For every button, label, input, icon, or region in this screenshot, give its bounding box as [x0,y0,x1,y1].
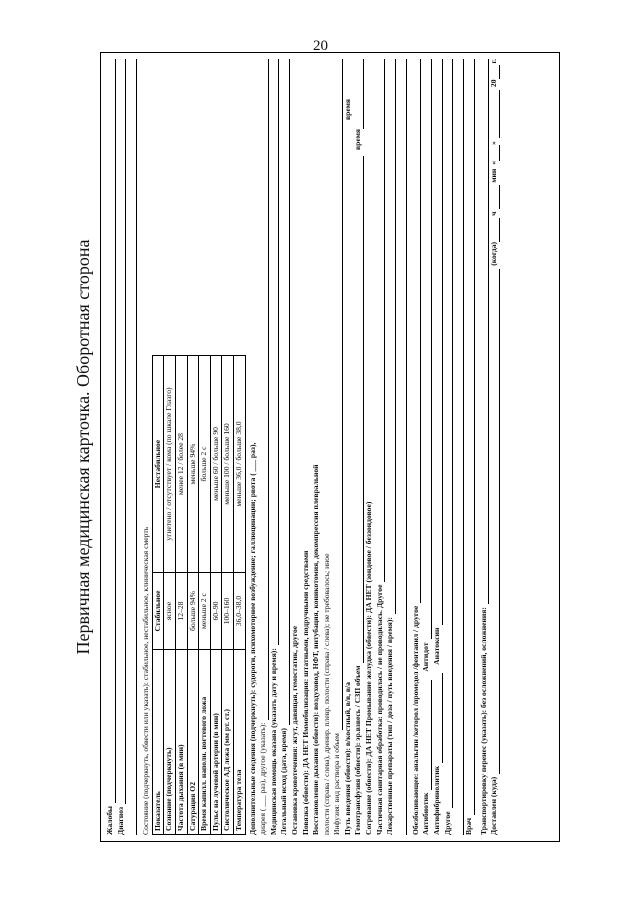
vitals-row [210,356,222,835]
hour-field[interactable] [490,218,500,242]
vitals-stable-value[interactable]: 12–28 [175,573,187,650]
card-frame [100,52,560,842]
additional-info-text[interactable]: Дополнительные сведения (подчеркнуть): судороги, психомоторное возбуждение; галлюцинации; рвота ( ___ раз), [247,442,257,835]
medical-help-label: Медицинская помощь оказана (указать дату и время): [268,648,278,835]
year-field[interactable] [490,66,500,80]
doctor-label: Врач [464,817,474,835]
diarrhea-row [258,59,269,835]
medical-help-field[interactable] [269,59,279,645]
diarrhea-text: диарея ( ___ раз), другое (указать): [258,722,268,835]
additional-info-row [248,59,259,835]
other-row [443,59,454,835]
year-prefix: 20 [489,79,499,88]
antidote-field[interactable] [422,59,432,639]
vitals-indicator: Систолическое АД лежа (мм рт. ст.) [222,650,234,835]
vitals-table [152,355,246,835]
bleeding-text[interactable]: Остановка кровотечения: жгут, давящая, гемостатик, другое [289,625,299,835]
minute-label: мин [489,168,499,183]
antitoxin-field[interactable] [433,59,443,625]
doctor-row [464,59,475,835]
month-field[interactable] [490,90,500,138]
antitoxin-label: Анатоксин [432,627,442,665]
vitals-unstable-value[interactable]: менее 12 / более 28 [175,356,187,573]
vitals-header-row [152,356,164,835]
hour-label: ч [489,211,499,216]
vitals-indicator: Время капилл. наполн. ногтевого ложа [199,650,211,835]
analgesia-field[interactable] [411,59,421,603]
delivered-when-label: (когда) [489,241,499,266]
transfusion-time-field[interactable] [354,59,364,129]
transfusion-row [353,59,364,835]
airway-cont-text[interactable]: полости (справа / слева), дренир. плевр. полости (справа / слева); не требовалось; иное [321,553,331,835]
analgesia-row [411,59,422,835]
antifibrinolytic-label: Антифибринолитик [432,765,442,835]
drugs-label: Лекарственные препараты (тип / доза / путь введения / время): [385,617,395,835]
rotated-form-sheet [72,52,562,842]
vitals-unstable-value[interactable]: меньше 60 / больше 90 [210,356,222,573]
transfusion-volume-field[interactable] [354,156,364,663]
infusion-label: Инфузия: вид раствора и объем [332,733,342,835]
vitals-indicator: Сатурация О2 [187,650,199,835]
vitals-stable-value[interactable]: ясное [164,573,176,650]
infusion-field[interactable] [333,59,343,730]
complaints-label: Жалобы [105,806,114,835]
delivered-where-field[interactable] [490,269,500,774]
state-row [141,59,152,835]
minute-field[interactable] [490,185,500,209]
antifibrinolytic-row [432,59,443,835]
page-number: 20 [313,38,328,54]
vitals-indicator: Частота дыхания (в мин) [175,650,187,835]
vitals-row [233,356,245,835]
warming-row [364,59,375,835]
diarrhea-other-field[interactable] [259,59,269,720]
diagnosis-label: Диагноз [115,806,125,835]
state-text: Состояние (подчеркнуть, обвести или указать): стабильное, нестабильное, клиническая смерть [141,526,151,835]
infusion-time-label: время [342,99,352,120]
vitals-unstable-value[interactable]: угнетено / отсутствует / кома (по шкале Глазго) [164,356,176,573]
vitals-unstable-value[interactable]: больше 2 с [199,356,211,573]
other-label: Другое [442,811,452,835]
vitals-header-indicator: Показатель [152,650,164,835]
vitals-row [164,356,176,835]
quote-open: « [489,160,499,165]
sanitation-text[interactable]: Частичная санитарная обработка: проводилась / не проводилась. Другое [374,584,384,835]
immobilization-row [301,59,312,835]
drugs-field[interactable] [386,59,396,614]
day-field[interactable] [490,145,500,161]
airway-cont-row [322,59,333,835]
vitals-indicator: Пульс на лучевой артерии (в мин) [210,650,222,835]
sanitation-other-field[interactable] [375,59,385,582]
vitals-unstable-value[interactable]: меньше 94% [187,356,199,573]
antibiotic-field[interactable] [422,680,432,790]
vitals-unstable-value[interactable]: меньше 36,0 / больше 38,0 [233,356,245,573]
drugs-extra-line[interactable] [396,59,407,835]
drugs-row [385,59,396,835]
vitals-stable-value[interactable]: больше 94% [187,573,199,650]
vitals-indicator: Температура тела [233,650,245,835]
quote-close: » [489,141,499,145]
infusion-route-text[interactable]: Путь введения (обвести): в/костный, в/в, в/а [342,682,352,835]
analgesia-text[interactable]: Обезболивающее: анальгин /кеторол /промедол /фентанил / другое [410,605,420,835]
infusion-row [332,59,343,835]
diagnosis-extra-line[interactable] [126,59,137,835]
antibiotic-label: Антибиотик [421,792,431,835]
transport-text[interactable]: Транспортировку перенес (указать): без осложнений, осложнения: [478,607,488,835]
doctor-field[interactable] [465,59,475,815]
transport-row [479,59,490,835]
complaints-row [105,59,116,835]
antifibrinolytic-field[interactable] [433,673,443,763]
vitals-unstable-value[interactable]: меньше 100 / больше 160 [222,356,234,573]
warming-text[interactable]: Согревание (обвести): ДА НЕТ Промывание желудка (обвести): ДА НЕТ (зондовое / беззондовое) [364,501,374,835]
other-field[interactable] [443,59,453,808]
lethal-outcome-field[interactable] [280,59,290,725]
vitals-row [175,356,187,835]
vitals-header-unstable: Нестабильное [152,356,164,573]
diagnosis-field[interactable] [116,59,126,804]
sanitation-row [375,59,386,835]
diagnosis-row [116,59,127,835]
vitals-stable-value[interactable]: 100–160 [222,573,234,650]
transfusion-text[interactable]: Гемотрансфузия (обвести): эр.взвесь / СЗП объем [353,665,363,835]
bleeding-row [290,59,301,835]
vitals-stable-value[interactable]: 36,0–38,0 [233,573,245,650]
antibiotic-row [421,59,432,835]
antidote-label: Антидот [421,642,431,672]
complaints-field[interactable] [106,59,116,803]
delivered-row [489,59,500,835]
document-title: Первичная медицинская карточка. Оборотная сторона [73,239,93,655]
vitals-row [187,356,199,835]
vitals-row [222,356,234,835]
vitals-row [199,356,211,835]
infusion-route-row [343,59,354,835]
delivered-label: Доставлен (куда) [489,776,499,835]
lethal-outcome-label: Летальный исход (дата, время) [279,728,289,835]
vitals-header-stable: Стабильное [152,573,164,650]
vitals-stable-value[interactable]: меньше 2 с [199,573,211,650]
transfusion-time-label: время [353,129,363,150]
vitals-stable-value[interactable]: 60–90 [210,573,222,650]
airway-row [311,59,322,835]
airway-text[interactable]: Восстановление дыхания (обвести): воздуховод, НФТ, интубация, коникотомия, декомпрессия плевральной [311,464,321,835]
immobilization-text[interactable]: Повязка (обвести): ДА НЕТ Иммобилизация: штатными, подручными средствами [300,550,310,835]
lethal-outcome-row [279,59,290,835]
transport-field[interactable] [479,59,489,604]
other-extra-line[interactable] [453,59,464,835]
year-suffix: г. [489,59,499,64]
vitals-indicator: Сознание (подчеркнуть) [164,650,176,835]
medical-help-row [269,59,280,835]
